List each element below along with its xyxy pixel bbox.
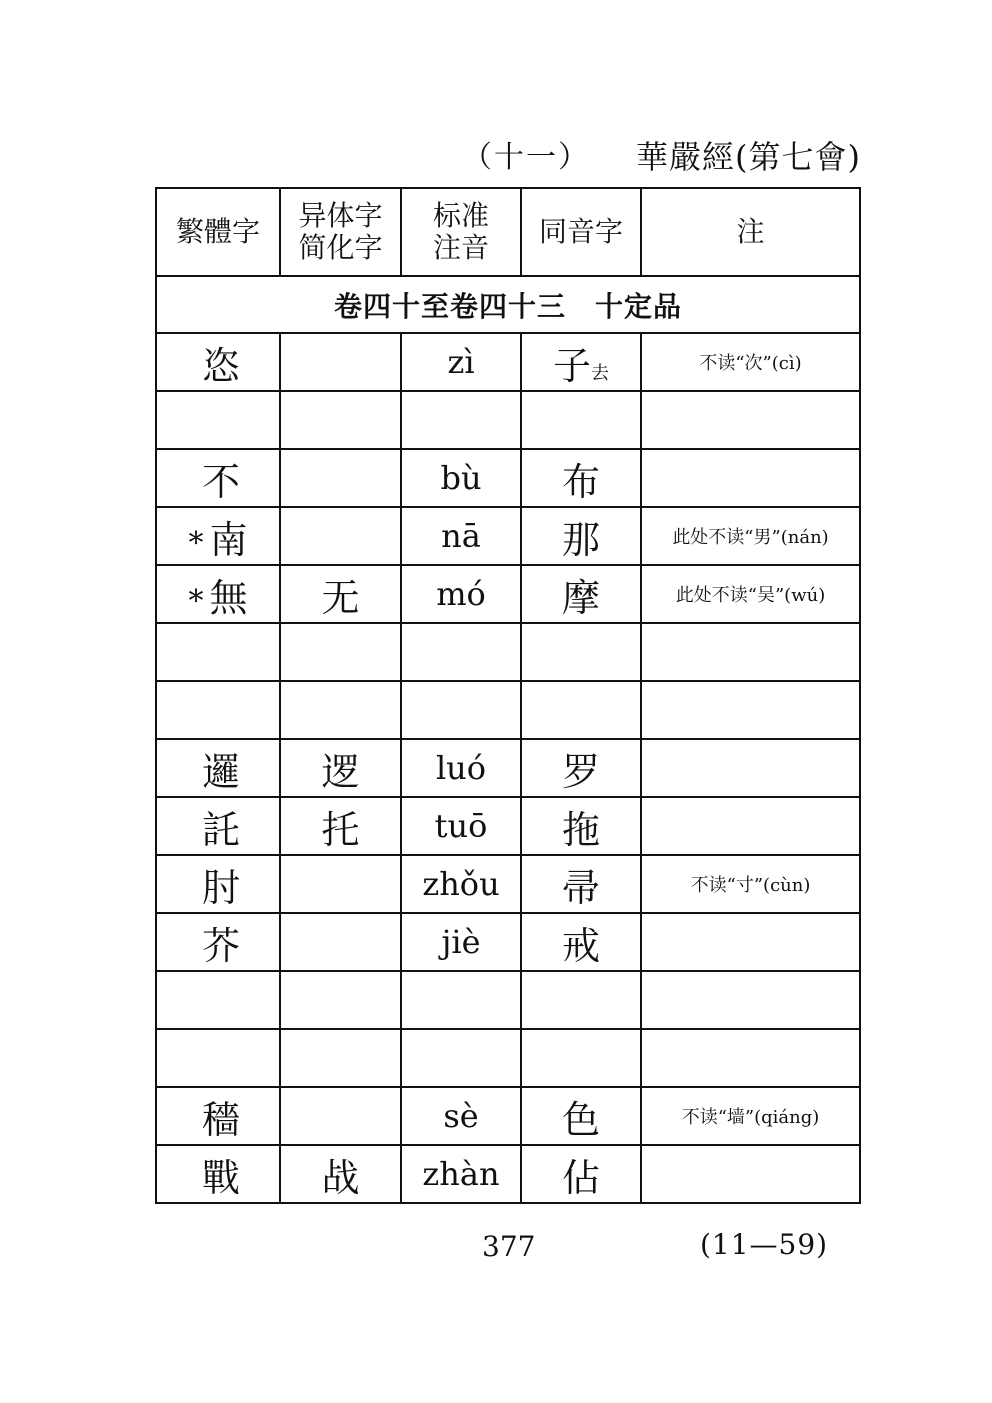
cell-note (641, 449, 860, 507)
cell-note: 此处不读“男”(nán) (641, 507, 860, 565)
col-header-note: 注 (641, 188, 860, 276)
cell-pinyin (401, 971, 521, 1029)
table-row (156, 855, 860, 913)
cell-note (641, 391, 860, 449)
col-header-homophone: 同音字 (521, 188, 641, 276)
traditional-char: 託 (201, 807, 240, 852)
table-row (156, 449, 860, 507)
cell-homophone: 色 (521, 1087, 641, 1145)
cell-simplified (280, 333, 401, 391)
cell-traditional (156, 1029, 280, 1087)
cell-traditional (156, 855, 280, 913)
table-row (156, 623, 860, 681)
cell-pinyin: luó (401, 739, 521, 797)
cell-simplified (280, 971, 401, 1029)
cell-homophone: 罗 (521, 739, 641, 797)
cell-homophone: 拖 (521, 797, 641, 855)
cell-note (641, 913, 860, 971)
table-row (156, 681, 860, 739)
cell-pinyin: bù (401, 449, 521, 507)
cell-pinyin: zhàn (401, 1145, 521, 1203)
section-number: （十一） (462, 140, 590, 175)
traditional-char: 南 (209, 517, 248, 562)
cell-pinyin (401, 391, 521, 449)
cell-simplified (280, 1029, 401, 1087)
pronunciation-table (155, 187, 861, 1204)
table-row (156, 1087, 860, 1145)
cell-pinyin: zhǒu (401, 855, 521, 913)
cell-homophone: 布 (521, 449, 641, 507)
cell-simplified: 战 (280, 1145, 401, 1203)
traditional-char: 邏 (201, 749, 240, 794)
table-header-row (156, 188, 860, 276)
traditional-char: 肘 (201, 865, 240, 910)
table-row (156, 333, 860, 391)
cell-traditional (156, 1145, 280, 1203)
cell-simplified (280, 855, 401, 913)
cell-traditional (156, 797, 280, 855)
cell-traditional (156, 565, 280, 623)
cell-note (641, 1145, 860, 1203)
cell-note (641, 1029, 860, 1087)
traditional-char: 不 (201, 459, 240, 504)
col-header-traditional: 繁體字 (156, 188, 280, 276)
cell-note: 不读“墙”(qiáng) (641, 1087, 860, 1145)
cell-note (641, 623, 860, 681)
cell-simplified (280, 681, 401, 739)
page-number: 377 (482, 1230, 536, 1263)
cell-traditional (156, 681, 280, 739)
cell-pinyin: mó (401, 565, 521, 623)
cell-homophone (521, 1029, 641, 1087)
cell-homophone: 那 (521, 507, 641, 565)
cell-pinyin: nā (401, 507, 521, 565)
page-code: (11—59) (700, 1228, 829, 1261)
cell-traditional (156, 739, 280, 797)
cell-pinyin (401, 681, 521, 739)
section-title-row (156, 276, 860, 333)
cell-note: 此处不读“吴”(wú) (641, 565, 860, 623)
section-title: 卷四十至卷四十三 十定品 (156, 276, 860, 333)
cell-note (641, 681, 860, 739)
cell-pinyin: tuō (401, 797, 521, 855)
cell-pinyin: jiè (401, 913, 521, 971)
cell-simplified (280, 623, 401, 681)
cell-simplified (280, 1087, 401, 1145)
traditional-char: 恣 (201, 343, 240, 388)
col-header-pinyin: 标准 注音 (401, 188, 521, 276)
cell-traditional (156, 449, 280, 507)
cell-homophone: 子去 (521, 333, 641, 391)
cell-homophone (521, 623, 641, 681)
table-row (156, 565, 860, 623)
cell-simplified (280, 507, 401, 565)
cell-simplified: 无 (280, 565, 401, 623)
cell-simplified: 托 (280, 797, 401, 855)
traditional-char: 無 (209, 575, 248, 620)
cell-traditional (156, 507, 280, 565)
cell-note: 不读“寸”(cùn) (641, 855, 860, 913)
traditional-char: 芥 (201, 923, 240, 968)
sutra-title: 華嚴經(第七會) (636, 138, 861, 176)
cell-homophone: 摩 (521, 565, 641, 623)
table-row (156, 797, 860, 855)
cell-traditional (156, 391, 280, 449)
traditional-char: 穡 (201, 1097, 240, 1142)
cell-simplified: 逻 (280, 739, 401, 797)
cell-note (641, 797, 860, 855)
table-row (156, 507, 860, 565)
cell-traditional (156, 333, 280, 391)
cell-simplified (280, 913, 401, 971)
cell-note: 不读“次”(cì) (641, 333, 860, 391)
cell-traditional (156, 971, 280, 1029)
cell-pinyin (401, 1029, 521, 1087)
cell-homophone: 帚 (521, 855, 641, 913)
cell-homophone (521, 681, 641, 739)
table-row (156, 739, 860, 797)
table-row (156, 391, 860, 449)
cell-pinyin: sè (401, 1087, 521, 1145)
table-row (156, 971, 860, 1029)
cell-pinyin (401, 623, 521, 681)
table-row (156, 1145, 860, 1203)
cell-homophone: 戒 (521, 913, 641, 971)
col-header-simplified: 异体字 简化字 (280, 188, 401, 276)
cell-homophone (521, 391, 641, 449)
cell-simplified (280, 391, 401, 449)
cell-simplified (280, 449, 401, 507)
cell-traditional (156, 1087, 280, 1145)
star-marker: * (188, 583, 204, 619)
table-row (156, 1029, 860, 1087)
cell-note (641, 971, 860, 1029)
tone-marker: 去 (591, 362, 609, 384)
traditional-char: 戰 (201, 1155, 240, 1200)
table-row (156, 913, 860, 971)
cell-homophone (521, 971, 641, 1029)
cell-note (641, 739, 860, 797)
cell-homophone: 佔 (521, 1145, 641, 1203)
cell-pinyin: zì (401, 333, 521, 391)
star-marker: * (188, 525, 204, 561)
cell-traditional (156, 913, 280, 971)
cell-traditional (156, 623, 280, 681)
